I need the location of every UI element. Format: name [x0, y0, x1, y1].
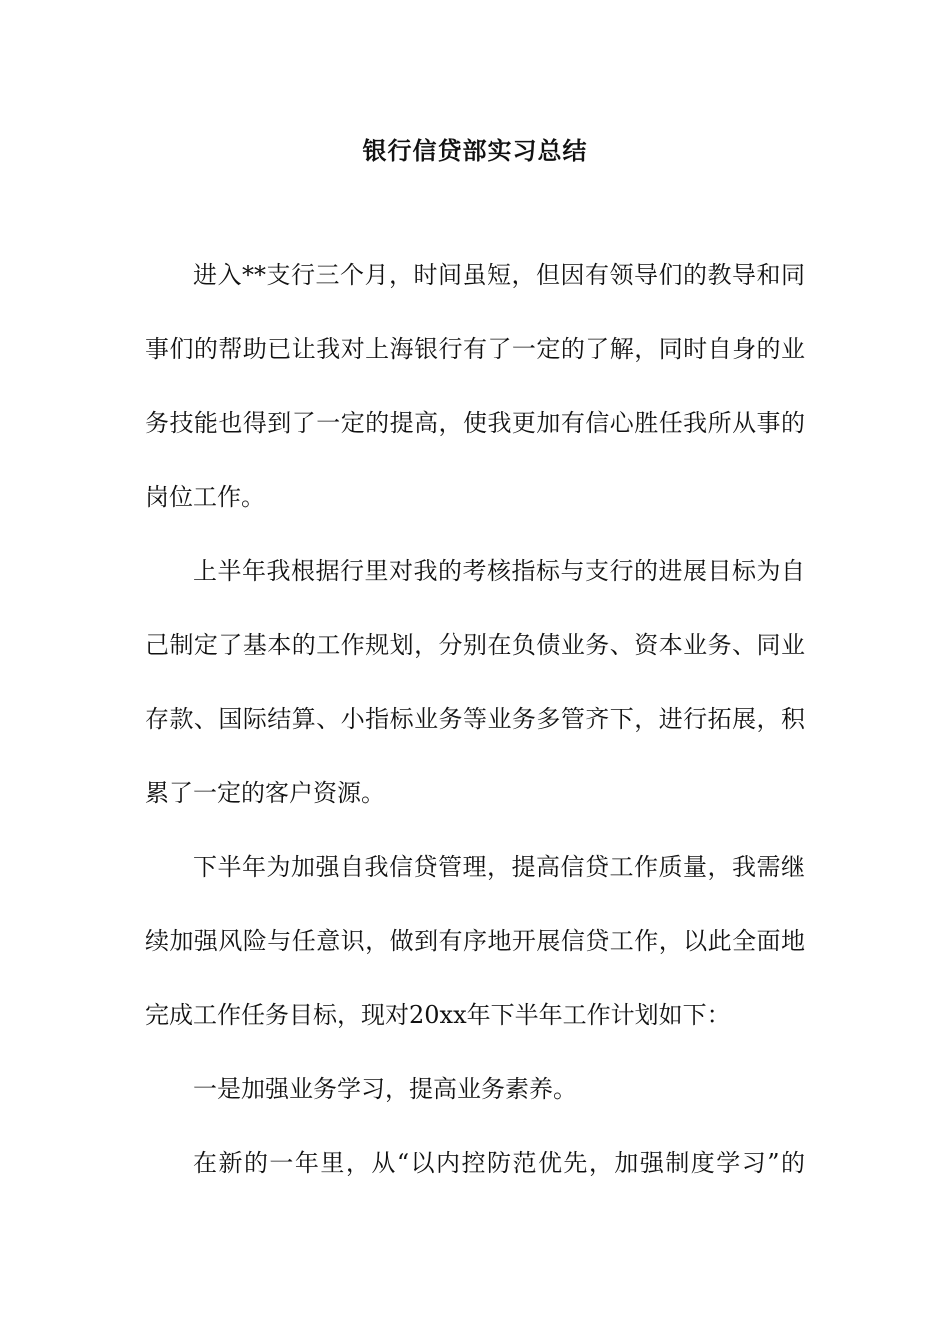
paragraph-1-line-1: 进入**支行三个月，时间虽短，但因有领导们的教导和同: [193, 261, 805, 289]
document-title: 银行信贷部实习总结: [362, 137, 588, 165]
paragraph-1-line-2: 事们的帮助已让我对上海银行有了一定的了解，同时自身的业: [145, 335, 805, 363]
paragraph-3-line-2: 续加强风险与任意识，做到有序地开展信贷工作，以此全面地: [145, 927, 805, 955]
paragraph-1-line-3: 务技能也得到了一定的提高，使我更加有信心胜任我所从事的: [145, 409, 805, 437]
paragraph-4-line-1: 一是加强业务学习，提高业务素养。: [193, 1075, 577, 1103]
paragraph-2-line-1: 上半年我根据行里对我的考核指标与支行的进展目标为自: [193, 557, 805, 585]
paragraph-2-line-4: 累了一定的客户资源。: [145, 779, 385, 807]
paragraph-5-line-1: 在新的一年里，从“以内控防范优先，加强制度学习”的: [193, 1149, 805, 1177]
paragraph-2-line-3: 存款、国际结算、小指标业务等业务多管齐下，进行拓展，积: [145, 705, 805, 733]
paragraph-1-line-4: 岗位工作。: [145, 483, 265, 511]
paragraph-2-line-2: 己制定了基本的工作规划，分别在负债业务、资本业务、同业: [145, 631, 805, 659]
paragraph-3-line-3: 完成工作任务目标，现对20xx年下半年工作计划如下：: [145, 1001, 731, 1029]
paragraph-3-line-1: 下半年为加强自我信贷管理，提高信贷工作质量，我需继: [193, 853, 805, 881]
